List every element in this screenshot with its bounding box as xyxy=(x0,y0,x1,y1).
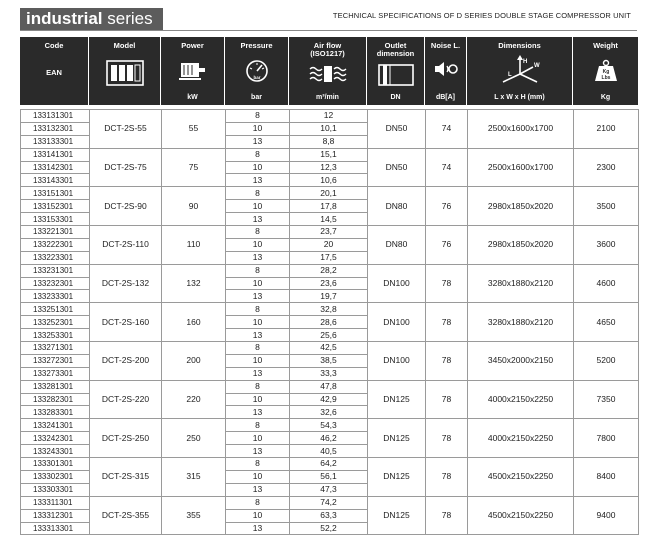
noise-cell: 74 xyxy=(426,148,468,187)
weight-icon xyxy=(593,59,619,85)
code-cell: 133242301 xyxy=(21,432,90,445)
outlet-cell: DN80 xyxy=(368,226,426,265)
power-cell: 132 xyxy=(162,264,226,303)
model-cell: DCT-2S-75 xyxy=(90,148,162,187)
airflow-cell: 64,2 xyxy=(290,458,368,471)
header-weight-unit: Kg xyxy=(600,94,611,101)
code-cell: 133302301 xyxy=(21,470,90,483)
airflow-cell: 42,9 xyxy=(290,393,368,406)
code-cell: 133151301 xyxy=(21,187,90,200)
pressure-cell: 13 xyxy=(226,367,290,380)
model-cell: DCT-2S-220 xyxy=(90,380,162,419)
airflow-cell: 74,2 xyxy=(290,496,368,509)
header-pressure-unit: bar xyxy=(251,94,262,101)
noise-icon xyxy=(433,59,459,81)
power-cell: 75 xyxy=(162,148,226,187)
power-cell: 55 xyxy=(162,110,226,149)
header-pressure xyxy=(225,37,288,105)
dimensions-cell: 2980x1850x2020 xyxy=(468,226,574,265)
dimensions-cell: 4500x2150x2250 xyxy=(468,458,574,497)
weight-cell: 2100 xyxy=(574,110,639,149)
code-cell: 133233301 xyxy=(21,290,90,303)
weight-cell: 4650 xyxy=(574,303,639,342)
pressure-cell: 10 xyxy=(226,354,290,367)
header-noise-title: Noise L. xyxy=(430,41,461,50)
airflow-cell: 38,5 xyxy=(290,354,368,367)
spec-table-header xyxy=(20,37,638,105)
header-airflow-title xyxy=(289,42,366,58)
table-row xyxy=(21,303,639,316)
airflow-cell: 23,6 xyxy=(290,277,368,290)
weight-cell: 3500 xyxy=(574,187,639,226)
noise-cell: 78 xyxy=(426,342,468,381)
code-cell: 133253301 xyxy=(21,329,90,342)
outlet-cell: DN50 xyxy=(368,148,426,187)
pressure-cell: 8 xyxy=(226,496,290,509)
model-cell: DCT-2S-132 xyxy=(90,264,162,303)
header-power-title: Power xyxy=(181,41,204,50)
airflow-cell: 20,1 xyxy=(290,187,368,200)
header-noise xyxy=(425,37,466,105)
model-cell: DCT-2S-90 xyxy=(90,187,162,226)
airflow-cell: 54,3 xyxy=(290,419,368,432)
power-cell: 315 xyxy=(162,458,226,497)
model-cell: DCT-2S-55 xyxy=(90,110,162,149)
pressure-cell: 13 xyxy=(226,290,290,303)
header-model xyxy=(89,37,160,105)
pressure-cell: 10 xyxy=(226,509,290,522)
airflow-cell: 33,3 xyxy=(290,367,368,380)
dimensions-cell: 2500x1600x1700 xyxy=(468,110,574,149)
code-cell: 133312301 xyxy=(21,509,90,522)
pressure-gauge-icon xyxy=(244,59,270,85)
code-cell: 133283301 xyxy=(21,406,90,419)
outlet-cell: DN100 xyxy=(368,264,426,303)
model-cell: DCT-2S-355 xyxy=(90,496,162,535)
outlet-cell: DN80 xyxy=(368,187,426,226)
pressure-cell: 13 xyxy=(226,174,290,187)
airflow-cell: 63,3 xyxy=(290,509,368,522)
airflow-cell: 10,1 xyxy=(290,122,368,135)
pressure-cell: 8 xyxy=(226,458,290,471)
pressure-cell: 13 xyxy=(226,135,290,148)
power-cell: 110 xyxy=(162,226,226,265)
code-cell: 133252301 xyxy=(21,316,90,329)
header-dimensions-title: Dimensions xyxy=(498,41,541,50)
code-cell: 133273301 xyxy=(21,367,90,380)
model-cell: DCT-2S-200 xyxy=(90,342,162,381)
document-title: TECHNICAL SPECIFICATIONS OF D SERIES DOUBLE STAGE COMPRESSOR UNIT xyxy=(332,11,631,20)
airflow-icon xyxy=(308,64,348,86)
table-row xyxy=(21,187,639,200)
table-row xyxy=(21,496,639,509)
header-power-unit: kW xyxy=(187,94,198,101)
pressure-cell: 13 xyxy=(226,483,290,496)
noise-cell: 78 xyxy=(426,458,468,497)
weight-icon-bottom: Lbs xyxy=(601,75,610,81)
brand-bold-text: industrial xyxy=(26,9,103,28)
code-cell: 133313301 xyxy=(21,522,90,535)
airflow-cell: 19,7 xyxy=(290,290,368,303)
code-cell: 133132301 xyxy=(21,122,90,135)
code-cell: 133222301 xyxy=(21,238,90,251)
pressure-cell: 10 xyxy=(226,393,290,406)
code-cell: 133133301 xyxy=(21,135,90,148)
outlet-cell: DN100 xyxy=(368,303,426,342)
airflow-cell: 25,6 xyxy=(290,329,368,342)
code-cell: 133251301 xyxy=(21,303,90,316)
pressure-cell: 8 xyxy=(226,303,290,316)
dimensions-icon-l: L xyxy=(507,72,512,78)
airflow-cell: 20 xyxy=(290,238,368,251)
power-cell: 250 xyxy=(162,419,226,458)
table-row xyxy=(21,226,639,239)
header-weight-title: Weight xyxy=(593,41,618,50)
header-weight xyxy=(573,37,638,105)
pressure-cell: 10 xyxy=(226,161,290,174)
code-cell: 133281301 xyxy=(21,380,90,393)
pressure-cell: 13 xyxy=(226,445,290,458)
code-cell: 133142301 xyxy=(21,161,90,174)
power-cell: 90 xyxy=(162,187,226,226)
airflow-cell: 12,3 xyxy=(290,161,368,174)
compressor-unit-icon xyxy=(105,59,145,89)
pressure-cell: 8 xyxy=(226,110,290,123)
model-cell: DCT-2S-250 xyxy=(90,419,162,458)
weight-cell: 8400 xyxy=(574,458,639,497)
code-cell: 133153301 xyxy=(21,213,90,226)
weight-cell: 5200 xyxy=(574,342,639,381)
pressure-cell: 13 xyxy=(226,329,290,342)
power-cell: 200 xyxy=(162,342,226,381)
pressure-cell: 8 xyxy=(226,148,290,161)
table-row xyxy=(21,419,639,432)
dimensions-cell: 3450x2000x2150 xyxy=(468,342,574,381)
dimensions-cell: 2500x1600x1700 xyxy=(468,148,574,187)
dimensions-cell: 4000x2150x2250 xyxy=(468,380,574,419)
pressure-cell: 13 xyxy=(226,251,290,264)
power-cell: 220 xyxy=(162,380,226,419)
model-cell: DCT-2S-160 xyxy=(90,303,162,342)
power-cell: 160 xyxy=(162,303,226,342)
pressure-cell: 10 xyxy=(226,238,290,251)
code-cell: 133311301 xyxy=(21,496,90,509)
header-outlet xyxy=(367,37,424,105)
pressure-cell: 13 xyxy=(226,213,290,226)
dimensions-icon-w: W xyxy=(533,63,540,69)
noise-cell: 78 xyxy=(426,496,468,535)
title-divider xyxy=(20,30,637,31)
airflow-cell: 32,8 xyxy=(290,303,368,316)
weight-cell: 4600 xyxy=(574,264,639,303)
airflow-cell: 10,6 xyxy=(290,174,368,187)
pressure-cell: 13 xyxy=(226,522,290,535)
header-code-title: Code xyxy=(44,41,64,50)
header-code-sub: EAN xyxy=(46,68,62,77)
airflow-cell: 14,5 xyxy=(290,213,368,226)
code-cell: 133231301 xyxy=(21,264,90,277)
airflow-cell: 8,8 xyxy=(290,135,368,148)
code-cell: 133282301 xyxy=(21,393,90,406)
code-cell: 133271301 xyxy=(21,342,90,355)
series-brand-label xyxy=(20,8,163,30)
weight-cell: 9400 xyxy=(574,496,639,535)
pressure-cell: 8 xyxy=(226,264,290,277)
noise-cell: 78 xyxy=(426,264,468,303)
airflow-cell: 52,2 xyxy=(290,522,368,535)
header-noise-unit: dB[A] xyxy=(435,94,456,101)
header-outlet-title-line2: dimension xyxy=(376,49,415,58)
noise-cell: 78 xyxy=(426,380,468,419)
header-airflow-unit: m³/min xyxy=(316,94,339,101)
noise-cell: 74 xyxy=(426,110,468,149)
header-pressure-title: Pressure xyxy=(240,41,273,50)
noise-cell: 76 xyxy=(426,226,468,265)
header-airflow-title-line2: (ISO1217) xyxy=(310,49,345,58)
pressure-cell: 8 xyxy=(226,226,290,239)
code-cell: 133303301 xyxy=(21,483,90,496)
dimensions-cell: 4500x2150x2250 xyxy=(468,496,574,535)
weight-icon-top: Kg xyxy=(602,69,609,75)
dimensions-cell: 3280x1880x2120 xyxy=(468,264,574,303)
outlet-cell: DN125 xyxy=(368,419,426,458)
airflow-cell: 17,5 xyxy=(290,251,368,264)
outlet-pipe-icon xyxy=(376,62,416,90)
outlet-cell: DN125 xyxy=(368,458,426,497)
airflow-cell: 40,5 xyxy=(290,445,368,458)
airflow-cell: 56,1 xyxy=(290,470,368,483)
pressure-icon-text: bar xyxy=(252,75,261,80)
header-code xyxy=(20,37,88,105)
code-cell: 133141301 xyxy=(21,148,90,161)
header-airflow xyxy=(289,37,366,105)
code-cell: 133223301 xyxy=(21,251,90,264)
weight-cell: 2300 xyxy=(574,148,639,187)
pressure-cell: 10 xyxy=(226,470,290,483)
header-power xyxy=(161,37,224,105)
table-row xyxy=(21,380,639,393)
noise-cell: 78 xyxy=(426,303,468,342)
header-airflow-title-line1: Air flow xyxy=(313,41,342,50)
dimensions-cell: 2980x1850x2020 xyxy=(468,187,574,226)
table-row xyxy=(21,458,639,471)
weight-cell: 3600 xyxy=(574,226,639,265)
outlet-cell: DN125 xyxy=(368,496,426,535)
code-cell: 133143301 xyxy=(21,174,90,187)
weight-cell: 7800 xyxy=(574,419,639,458)
table-row xyxy=(21,110,639,123)
airflow-cell: 23,7 xyxy=(290,226,368,239)
airflow-cell: 17,8 xyxy=(290,200,368,213)
noise-cell: 76 xyxy=(426,187,468,226)
pressure-cell: 10 xyxy=(226,432,290,445)
airflow-cell: 46,2 xyxy=(290,432,368,445)
weight-cell: 7350 xyxy=(574,380,639,419)
airflow-cell: 12 xyxy=(290,110,368,123)
pressure-cell: 10 xyxy=(226,200,290,213)
pressure-cell: 8 xyxy=(226,419,290,432)
motor-icon xyxy=(177,59,209,85)
outlet-cell: DN125 xyxy=(368,380,426,419)
airflow-cell: 47,3 xyxy=(290,483,368,496)
airflow-cell: 15,1 xyxy=(290,148,368,161)
dimensions-cell: 3280x1880x2120 xyxy=(468,303,574,342)
airflow-cell: 32,6 xyxy=(290,406,368,419)
header-outlet-title-line1: Outlet xyxy=(384,41,407,50)
header-dimensions xyxy=(467,37,572,105)
code-cell: 133232301 xyxy=(21,277,90,290)
code-cell: 133301301 xyxy=(21,458,90,471)
code-cell: 133243301 xyxy=(21,445,90,458)
noise-cell: 78 xyxy=(426,419,468,458)
model-cell: DCT-2S-110 xyxy=(90,226,162,265)
table-row xyxy=(21,264,639,277)
code-cell: 133131301 xyxy=(21,110,90,123)
pressure-cell: 10 xyxy=(226,316,290,329)
airflow-cell: 42,5 xyxy=(290,342,368,355)
dimensions-icon xyxy=(498,54,542,86)
code-cell: 133221301 xyxy=(21,226,90,239)
code-cell: 133152301 xyxy=(21,200,90,213)
model-cell: DCT-2S-315 xyxy=(90,458,162,497)
table-row xyxy=(21,342,639,355)
dimensions-cell: 4000x2150x2250 xyxy=(468,419,574,458)
header-outlet-unit: DN xyxy=(390,94,401,101)
header-model-title: Model xyxy=(113,41,136,50)
outlet-cell: DN100 xyxy=(368,342,426,381)
airflow-cell: 28,2 xyxy=(290,264,368,277)
pressure-cell: 8 xyxy=(226,187,290,200)
pressure-cell: 10 xyxy=(226,277,290,290)
dimensions-icon-h: H xyxy=(522,59,527,65)
code-cell: 133241301 xyxy=(21,419,90,432)
header-outlet-title xyxy=(367,42,424,58)
table-row xyxy=(21,148,639,161)
pressure-cell: 10 xyxy=(226,122,290,135)
spec-table xyxy=(20,109,639,535)
brand-light-text: series xyxy=(107,9,153,28)
airflow-cell: 47,8 xyxy=(290,380,368,393)
pressure-cell: 8 xyxy=(226,380,290,393)
header-dimensions-unit: L x W x H (mm) xyxy=(494,94,545,101)
outlet-cell: DN50 xyxy=(368,110,426,149)
airflow-cell: 28,6 xyxy=(290,316,368,329)
pressure-cell: 13 xyxy=(226,406,290,419)
pressure-cell: 8 xyxy=(226,342,290,355)
code-cell: 133272301 xyxy=(21,354,90,367)
power-cell: 355 xyxy=(162,496,226,535)
